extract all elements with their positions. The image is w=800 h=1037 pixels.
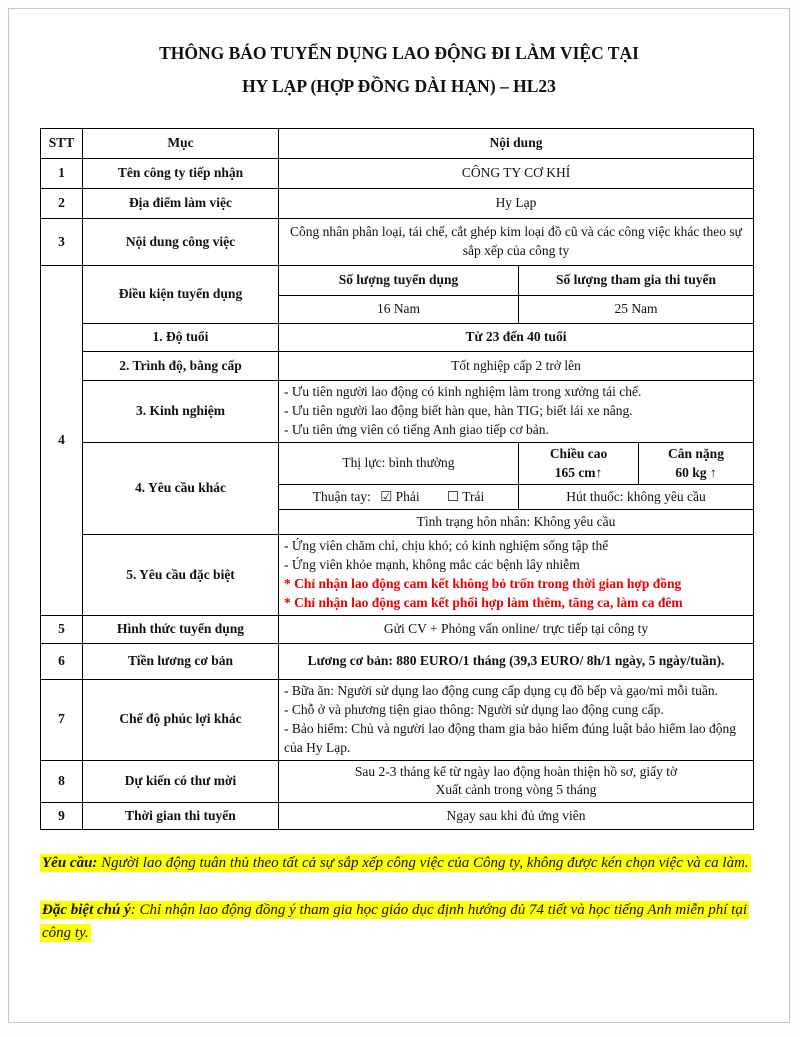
participants-header: Số lượng tham gia thi tuyển (519, 266, 754, 296)
quota-header: Số lượng tuyển dụng (279, 266, 519, 296)
company-label: Tên công ty tiếp nhận (83, 159, 279, 189)
checked-checkbox-icon: ☑ Phải (380, 489, 420, 504)
invitation-line: Xuất cảnh trong vòng 5 tháng (435, 782, 597, 798)
recruitment-table (40, 128, 754, 830)
job-label: Nội dung công việc (83, 219, 279, 266)
weight-cell (639, 442, 754, 485)
document-page (8, 8, 790, 1023)
col-header-muc: Mục (83, 129, 279, 159)
exam-time-label: Thời gian thi tuyển (83, 803, 279, 830)
experience-value (279, 381, 754, 443)
row-invitation (41, 760, 754, 803)
note-requirement-label: Yêu cầu: (42, 855, 98, 871)
education-label: 2. Trình độ, bằng cấp (83, 352, 279, 381)
smoking-cell: Hút thuốc: không yêu cầu (519, 485, 754, 510)
exam-time-value: Ngay sau khi đủ ứng viên (279, 803, 754, 830)
exam-time-stt: 9 (41, 803, 83, 830)
benefits-value (279, 680, 754, 761)
special-red-line: * Chỉ nhận lao động cam kết không bỏ trốn trong thời gian hợp đồng (284, 576, 682, 592)
benefits-line: - Chỗ ở và phương tiện giao thông: Người sử dụng lao động cung cấp. (284, 701, 664, 717)
age-label: 1. Độ tuổi (83, 324, 279, 352)
special-red-line: * Chỉ nhận lao động cam kết phối hợp làm thêm, tăng ca, làm ca đêm (284, 595, 683, 611)
handedness-label: Thuận tay: (312, 489, 371, 504)
height-label: Chiều cao (549, 445, 608, 461)
company-stt: 1 (41, 159, 83, 189)
note-special-attention-text: : Chỉ nhận lao động đồng ý tham gia học giáo dục định hướng đủ 74 tiết và học tiếng Anh miễn phí tại công ty. (42, 902, 748, 941)
conditions-label: Điều kiện tuyển dụng (83, 266, 279, 324)
invitation-label: Dự kiến có thư mời (83, 760, 279, 803)
location-stt: 2 (41, 189, 83, 219)
col-header-noidung: Nội dung (279, 129, 754, 159)
benefits-label: Chế độ phúc lợi khác (83, 680, 279, 761)
method-stt: 5 (41, 616, 83, 644)
row-job-description (41, 219, 754, 266)
row-exam-time (41, 803, 754, 830)
unchecked-checkbox-icon: ☐ Trái (447, 489, 485, 504)
note-requirement (40, 852, 766, 875)
row-location (41, 189, 754, 219)
special-requirements-value (279, 535, 754, 616)
quota-value: 16 Nam (279, 296, 519, 324)
document-title (9, 37, 789, 103)
experience-label: 3. Kinh nghiệm (83, 381, 279, 443)
method-label: Hình thức tuyển dụng (83, 616, 279, 644)
row-other-requirements-vision (41, 442, 754, 485)
benefits-line: - Bữa ăn: Người sử dụng lao động cung cấp dụng cụ đồ bếp và gạo/mì mỗi tuần. (284, 683, 719, 699)
age-value: Từ 23 đến 40 tuổi (279, 324, 754, 352)
invitation-value (279, 760, 754, 803)
company-value: CÔNG TY CƠ KHÍ (279, 159, 754, 189)
method-value: Gửi CV + Phỏng vấn online/ trực tiếp tại công ty (279, 616, 754, 644)
row-conditions-header (41, 266, 754, 296)
location-value: Hy Lạp (279, 189, 754, 219)
marital-cell: Tình trạng hôn nhân: Không yêu cầu (279, 510, 754, 535)
special-line: - Ứng viên khỏe mạnh, không mắc các bệnh lây nhiễm (284, 557, 580, 573)
special-line: - Ứng viên chăm chỉ, chịu khó; có kinh nghiệm sống tập thể (284, 538, 609, 554)
education-value: Tốt nghiệp cấp 2 trở lên (279, 352, 754, 381)
table-header-row (41, 129, 754, 159)
row-experience (41, 381, 754, 443)
vision-cell: Thị lực: bình thường (279, 442, 519, 485)
job-stt: 3 (41, 219, 83, 266)
row-education (41, 352, 754, 381)
handedness-cell (279, 485, 519, 510)
row-age (41, 324, 754, 352)
note-special-attention-label: Đặc biệt chú ý (42, 902, 131, 918)
document-title-line2: HY LẠP (HỢP ĐỒNG DÀI HẠN) – HL23 (242, 76, 556, 96)
note-special-attention (40, 899, 766, 945)
note-special-attention-highlight (40, 901, 749, 942)
conditions-stt: 4 (41, 266, 83, 616)
other-requirements-label: 4. Yêu cầu khác (83, 442, 279, 535)
location-label: Địa điểm làm việc (83, 189, 279, 219)
special-requirements-label: 5. Yêu cầu đặc biệt (83, 535, 279, 616)
row-company (41, 159, 754, 189)
benefits-stt: 7 (41, 680, 83, 761)
row-salary (41, 644, 754, 680)
document-title-line1: THÔNG BÁO TUYỂN DỤNG LAO ĐỘNG ĐI LÀM VIỆC TẠI (159, 43, 639, 63)
col-header-stt: STT (41, 129, 83, 159)
row-special-requirements (41, 535, 754, 616)
benefits-line: - Bảo hiểm: Chủ và người lao động tham gia bảo hiểm đúng luật bảo hiểm lao động của Hy Lạp. (284, 720, 736, 755)
salary-label: Tiền lương cơ bản (83, 644, 279, 680)
salary-stt: 6 (41, 644, 83, 680)
salary-value: Lương cơ bản: 880 EURO/1 tháng (39,3 EURO/ 8h/1 ngày, 5 ngày/tuần). (279, 644, 754, 680)
participants-value: 25 Nam (519, 296, 754, 324)
invitation-line: Sau 2-3 tháng kể từ ngày lao động hoàn thiện hồ sơ, giấy tờ (354, 763, 678, 779)
experience-line: - Ưu tiên người lao động biết hàn que, hàn TIG; biết lái xe nâng. (284, 402, 633, 418)
height-cell (519, 442, 639, 485)
job-value: Công nhân phân loại, tái chế, cắt ghép kim loại đồ cũ và các công việc khác theo sự sắp xếp của công ty (279, 219, 754, 266)
row-benefits (41, 680, 754, 761)
height-value: 165 cm↑ (554, 464, 603, 480)
experience-line: - Ưu tiên ứng viên có tiếng Anh giao tiếp cơ bản. (284, 421, 549, 437)
footer-notes (40, 852, 766, 969)
weight-label: Cân nặng (668, 445, 724, 461)
weight-value: 60 kg ↑ (675, 464, 717, 480)
note-requirement-highlight (40, 854, 751, 872)
row-recruitment-method (41, 616, 754, 644)
experience-line: - Ưu tiên người lao động có kinh nghiệm làm trong xưởng tái chế. (284, 384, 642, 399)
invitation-stt: 8 (41, 760, 83, 803)
note-requirement-text: Người lao động tuân thủ theo tất cả sự sắp xếp công việc của Công ty, không được kén chọn việc và ca làm. (97, 855, 749, 871)
